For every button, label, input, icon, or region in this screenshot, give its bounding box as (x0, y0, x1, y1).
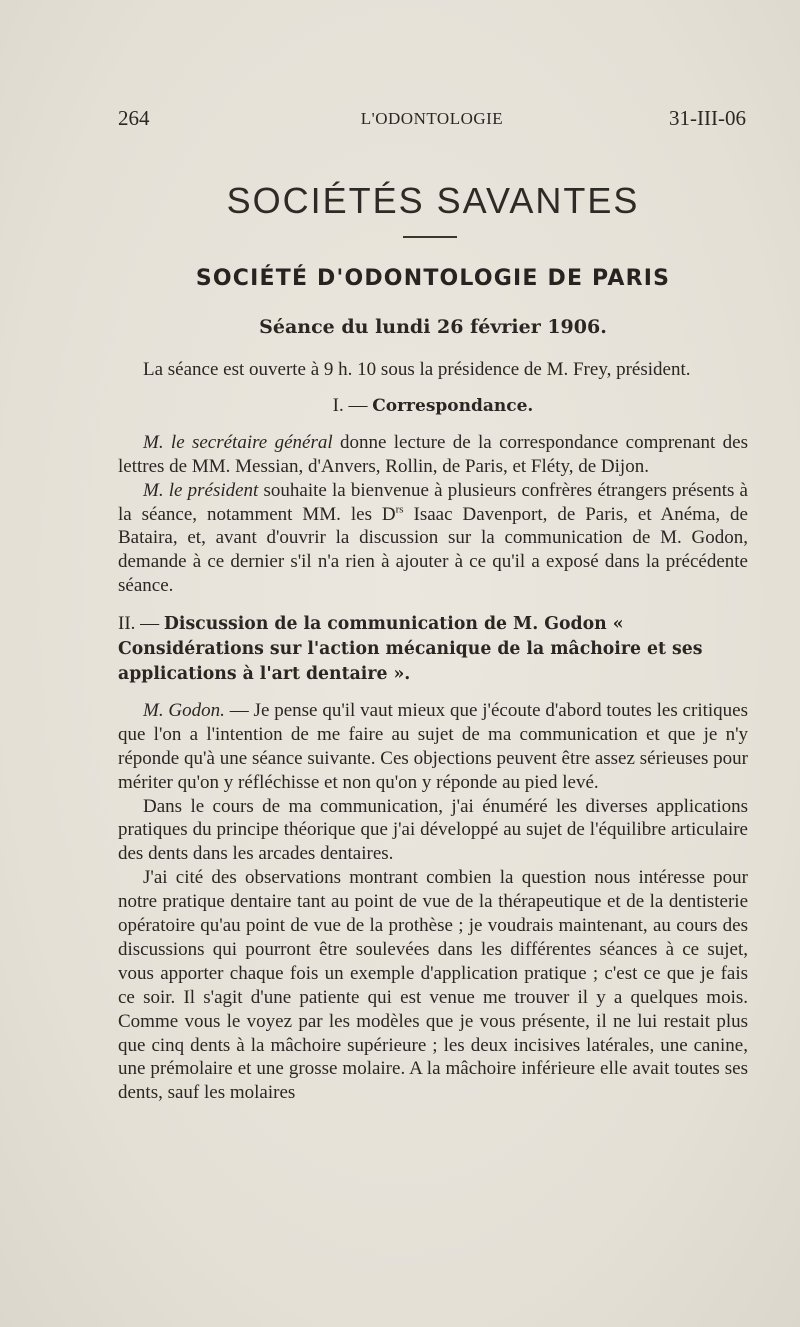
president-paragraph (118, 479, 748, 599)
paragraph-text: — Je pense qu'il vaut mieux que j'écoute d'abord toutes les critiques que l'on a l'intention de me faire au sujet de ma communication et que je n'y réponde qu'à une séance suivante. Ces objections peuvent être assez sérieuses pour mériter qu'on y réfléchisse et non qu'on y réponde au pied levé. (118, 699, 748, 793)
opening-paragraph: La séance est ouverte à 9 h. 10 sous la présidence de M. Frey, président. (143, 359, 691, 380)
section-heading-discussion (118, 612, 748, 687)
godon-paragraph-1 (118, 699, 748, 795)
page-number: 264 (118, 106, 150, 130)
paragraph-text: donne lecture de la correspondance comprenant des lettres de MM. Messian, d'Anvers, Rollin, de Paris, et Fléty, de Dijon. (118, 431, 748, 477)
section-number: II. — (118, 613, 164, 635)
speaker-label: M. le secrétaire général (143, 431, 333, 453)
godon-paragraph-2: Dans le cours de ma communication, j'ai énuméré les diverses applications pratiques du principe théorique que j'ai développé au sujet de l'équilibre articulaire des dents dans les arcades dentaires. (118, 795, 748, 865)
issue-date: 31-III-06 (669, 106, 746, 130)
paragraph-text: Isaac Davenport, de Paris, et Anéma, de Bataira, et, avant d'ouvrir la discussion sur la communication de M. Godon, demande à ce dernier s'il n'a rien à ajouter à ce qu'il a exposé dans la précédente séance. (118, 503, 748, 597)
speaker-label: M. Godon. (143, 699, 225, 721)
paragraph-text: souhaite la bienvenue à plusieurs confrères étrangers présents à la séance, notamment MM. les D (118, 479, 748, 525)
session-title: Séance du lundi 26 février 1906. (259, 316, 607, 338)
correspondence-paragraph (118, 431, 748, 479)
section-heading-text: Discussion de la communication de M. Godon « Considérations sur l'action mécanique de la mâchoire et ses applications à l'art dentaire ». (118, 614, 703, 684)
section-number: I. — (332, 394, 373, 416)
journal-title: L'ODONTOLOGIE (360, 109, 504, 128)
section-heading-correspondence (118, 394, 748, 419)
section-heading-text: Correspondance. (372, 395, 534, 416)
running-head (118, 106, 746, 136)
godon-paragraph-3: J'ai cité des observations montrant combien la question nous intéresse pour notre pratique dentaire tant au point de vue de la thérapeutique et de la dentisterie opératoire qu'au point de vue de la prothèse ; je voudrais maintenant, au cours des discussions qui pourront être soulevées dans les différentes séances à ce sujet, vous apporter chaque fois un exemple d'application pratique ; c'est ce que je fais ce soir. Il s'agit d'une patiente qui est venue me trouver il y a quelques mois. Comme vous le voyez par les modèles que je vous présente, il ne lui restait plus que cinq dents à la mâchoire supérieure ; les deux incisives latérales, une canine, une prémolaire et une grosse molaire. A la mâchoire inférieure elle avait toutes ses dents, sauf les molaires (118, 867, 748, 1104)
title-divider (403, 236, 457, 238)
speaker-label: M. le président (143, 479, 259, 501)
section-title: SOCIÉTÉS SAVANTES (226, 180, 640, 221)
article-body (118, 358, 748, 1105)
superscript: rs (395, 503, 404, 516)
society-title: SOCIÉTÉ D'ODONTOLOGIE DE PARIS (195, 266, 671, 291)
